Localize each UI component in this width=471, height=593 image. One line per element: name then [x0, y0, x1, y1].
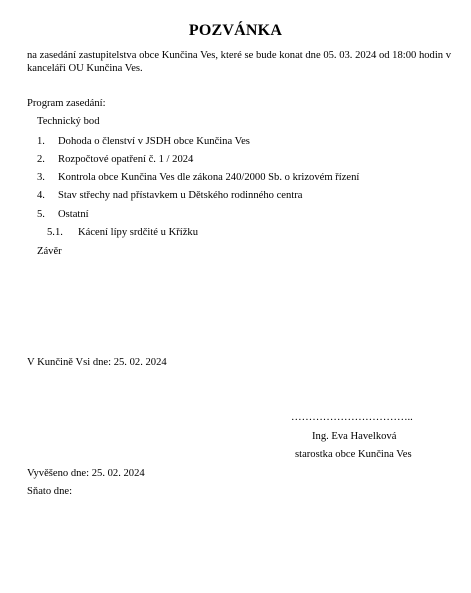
place-and-date: V Kunčině Vsi dne: 25. 02. 2024: [27, 357, 167, 368]
agenda-item-text: Rozpočtové opatření č. 1 / 2024: [58, 154, 194, 165]
posted-date: Vyvěšeno dne: 25. 02. 2024: [27, 468, 145, 479]
signature-line: ……………………………..: [291, 412, 413, 423]
agenda-subitem-number: 5.1.: [47, 227, 63, 238]
document-title: POZVÁNKA: [188, 22, 283, 39]
agenda-item-number: 5.: [37, 209, 45, 220]
program-label: Program zasedání:: [27, 98, 106, 109]
agenda-item-text: Dohoda o členství v JSDH obce Kunčina Ves: [58, 136, 250, 147]
signer-name: Ing. Eva Havelková: [312, 431, 397, 442]
agenda-item-text: Kontrola obce Kunčina Ves dle zákona 240/2000 Sb. o krizovém řízení: [58, 172, 360, 183]
technical-point: Technický bod: [37, 116, 100, 127]
signer-title: starostka obce Kunčina Ves: [295, 449, 412, 460]
agenda-item-number: 1.: [37, 136, 45, 147]
agenda-item-text: Ostatní: [58, 209, 89, 220]
removed-date: Sňato dne:: [27, 486, 73, 497]
agenda-subitem-text: Kácení lípy srdčité u Křížku: [78, 227, 199, 238]
agenda-item-number: 4.: [37, 190, 45, 201]
agenda-item-number: 2.: [37, 154, 45, 165]
invitation-intro: na zasedání zastupitelstva obce Kunčina Ves, které se bude konat dne 05. 03. 2024 od 18:00 hodin v kanceláři OU Kunčina Ves.: [27, 50, 452, 74]
closing-point: Závěr: [37, 246, 62, 257]
agenda-item-text: Stav střechy nad přístavkem u Dětského rodinného centra: [58, 190, 303, 201]
agenda-item-number: 3.: [37, 172, 45, 183]
